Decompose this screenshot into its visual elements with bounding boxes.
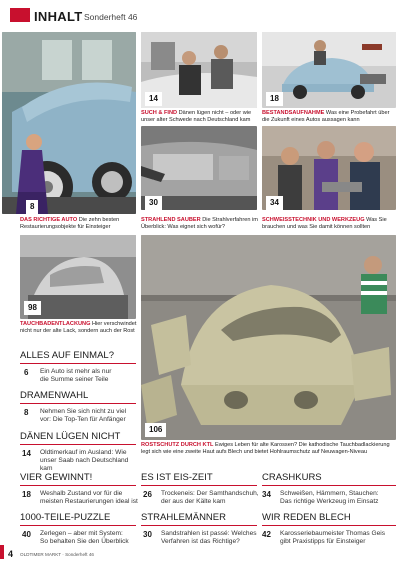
caption-98: TAUCHBADENTLACKUNG Hier verschwindet nicht nur der alte Lack, sondern auch der Rost: [20, 321, 137, 334]
caption-18: BESTANDSAUFNAHME Was eine Probefahrt über die Zukunft eines Autos aussagen kann: [262, 110, 390, 123]
item-number: 40: [22, 530, 31, 539]
photo-car-purchase: [141, 32, 257, 108]
page-badge-98: 98: [24, 301, 41, 315]
item-number: 26: [143, 490, 152, 499]
item-number: 6: [24, 368, 29, 377]
caption-14: SUCH & FIND Dänen lügen nicht – oder wie unser alter Schwede nach Deutschland kam: [141, 110, 252, 123]
section-title-crashkurs: CRASHKURS: [262, 472, 396, 486]
page-badge-8: 8: [26, 200, 38, 214]
header-accent-bar: [10, 8, 30, 22]
caption-30: STRAHLEND SAUBER Die Strahlverfahren im Überblick: Was eignet sich wofür?: [141, 217, 258, 230]
caption-106: ROSTSCHUTZ DURCH KTL Ewiges Leben für alte Karossen? Die kathodische Tauchbadlackierung legt sich wie eine zweite Haut aufs Blech und bietet Hohlraumschutz auf Neuwagen-Niveau: [141, 442, 390, 455]
item-text: Ein Auto ist mehr als nur die Summe seiner Teile: [40, 368, 112, 384]
item-number: 18: [22, 490, 31, 499]
item-text: Trockeneis: Der Samthandschuh, der aus der Kälte kam: [161, 490, 259, 506]
page-badge-14: 14: [145, 92, 162, 106]
footer-accent-bar: [0, 545, 4, 559]
item-text: Oldtimerkauf im Ausland: Wie unser Saab nach Deutschland kam: [40, 449, 129, 473]
item-number: 14: [22, 449, 31, 458]
section-title-blech: WIR REDEN BLECH: [262, 512, 396, 526]
section-title-strahlen: STRAHLEMÄNNER: [141, 512, 257, 526]
item-text: Schweißen, Hämmern, Stauchen: Das richtige Werkzeug im Einsatz: [280, 490, 379, 506]
page-badge-106: 106: [145, 423, 166, 437]
section-title-dramenwahl: DRAMENWAHL: [20, 390, 136, 404]
caption-8: DAS RICHTIGE AUTO Die zehn besten Restaurierungsobjekte für Einsteiger: [20, 217, 120, 230]
page-badge-34: 34: [266, 196, 283, 210]
page-title: INHALT: [34, 9, 83, 24]
section-title-puzzle: 1000-TEILE-PUZZLE: [20, 512, 136, 526]
item-number: 42: [262, 530, 271, 539]
section-title-eiszeit: ES IST EIS-ZEIT: [141, 472, 257, 486]
section-title-alles: ALLES AUF EINMAL?: [20, 350, 136, 364]
item-text: Weshalb Zustand vor für die meisten Restaurierungen ideal ist: [40, 490, 138, 506]
caption-34: SCHWEISSTECHNIK UND WERKZEUG Was Sie brauchen und was Sie damit können sollten: [262, 217, 387, 230]
photo-dip-stripping: [20, 235, 136, 319]
photo-welding-team: [262, 126, 396, 210]
item-text: Sandstrahlen ist passé: Welches Verfahren ist das Richtige?: [161, 530, 257, 546]
footer-publication: OLDTIMER MARKT · Sonderheft 46: [20, 552, 94, 557]
page-header: [0, 0, 400, 28]
photo-blue-saab-parts: [262, 32, 396, 108]
item-text: Zerlegen – aber mit System: So behalten Sie den Überblick: [40, 530, 129, 546]
photo-sandblasting: [141, 126, 257, 210]
page-number: 4: [8, 549, 14, 559]
item-number: 34: [262, 490, 271, 499]
photo-ktl-beige-car: [141, 235, 396, 440]
section-title-vier: VIER GEWINNT!: [20, 472, 136, 486]
item-number: 8: [24, 408, 29, 417]
item-text: Nehmen Sie sich nicht zu viel vor: Die Top-Ten für Anfänger: [40, 408, 127, 424]
item-number: 30: [143, 530, 152, 539]
section-title-daenen: DÄNEN LÜGEN NICHT: [20, 431, 136, 445]
photo-restoration-blue-car: [2, 32, 136, 214]
page-badge-30: 30: [145, 196, 162, 210]
item-text: Karosseriebaumeister Thomas Geis gibt Praxistipps für Einsteiger: [280, 530, 386, 546]
page-subtitle: Sonderheft 46: [84, 12, 138, 22]
page-badge-18: 18: [266, 92, 283, 106]
